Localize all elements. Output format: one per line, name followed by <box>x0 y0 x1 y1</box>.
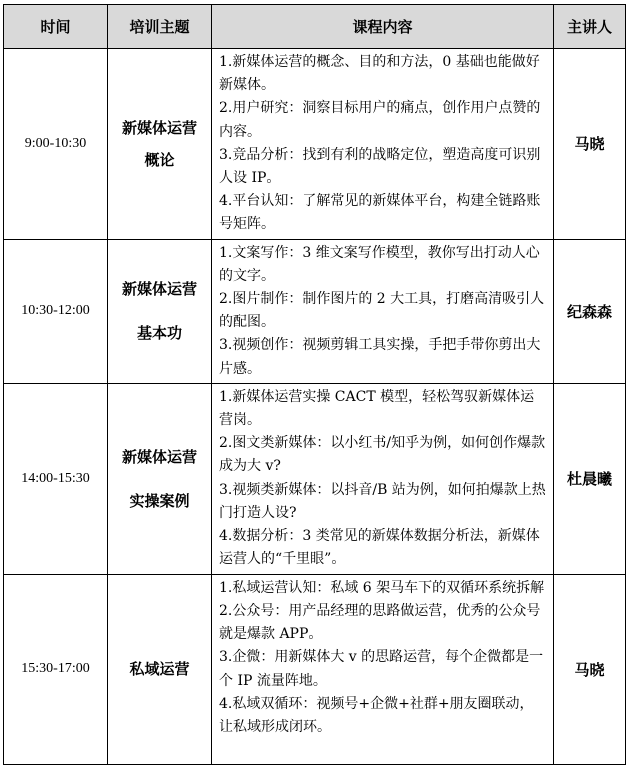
time-cell: 9:00-10:30 <box>4 49 108 240</box>
content-cell <box>212 49 554 240</box>
content-item: 2.公众号：用产品经理的思路做运营，优秀的公众号就是爆款 APP。 <box>219 603 541 643</box>
content-cell <box>212 574 554 764</box>
content-item: 4.平台认知：了解常见的新媒体平台，构建全链路账号矩阵。 <box>219 193 541 233</box>
time-cell: 15:30-17:00 <box>4 574 108 764</box>
content-item: 3.视频创作：视频剪辑工具实操，手把手带你剪出大片感。 <box>219 337 541 377</box>
table-row <box>4 383 626 574</box>
topic-line: 基本功 <box>136 324 182 343</box>
header-row <box>4 5 626 49</box>
topic-cell <box>108 383 212 574</box>
header-topic: 培训主题 <box>108 5 212 49</box>
time-cell: 10:30-12:00 <box>4 239 108 383</box>
topic-cell <box>108 574 212 764</box>
topic-line: 新媒体运营 <box>121 447 197 466</box>
content-item: 2.图片制作：制作图片的 2 大工具，打磨高清吸引人的配图。 <box>219 291 545 331</box>
header-content: 课程内容 <box>212 5 554 49</box>
topic-cell <box>108 239 212 383</box>
content-item: 1.新媒体运营实操 CACT 模型，轻松驾驭新媒体运营岗。 <box>219 388 535 429</box>
topic-cell <box>108 49 212 240</box>
content-item: 2.图文类新媒体：以小红书/知乎为例，如何创作爆款成为大 v? <box>219 435 546 475</box>
speaker-cell: 杜晨曦 <box>554 383 626 574</box>
table-row <box>4 574 626 764</box>
content-item: 3.视频类新媒体：以抖音/B 站为例，如何拍爆款上热门打造人设? <box>219 481 546 521</box>
content-item: 4.数据分析：3 类常见的新媒体数据分析法，新媒体运营人的“千里眼”。 <box>219 528 540 568</box>
content-item: 3.竞品分析：找到有利的战略定位，塑造高度可识别人设 IP。 <box>219 146 541 187</box>
content-item: 4.私域双循环：视频号+企微+社群+朋友圈联动，让私域形成闭环。 <box>219 695 534 736</box>
content-item: 1.文案写作：3 维文案写作模型，教你写出打动人心的文字。 <box>219 244 540 284</box>
content-cell <box>212 383 554 574</box>
topic-line: 实操案例 <box>129 491 190 510</box>
time-cell: 14:00-15:30 <box>4 383 108 574</box>
content-item: 3.企微：用新媒体大 v 的思路运营，每个企微都是一个 IP 流量阵地。 <box>219 649 544 689</box>
topic-line: 概论 <box>144 150 175 169</box>
topic-line: 私域运营 <box>129 660 190 679</box>
content-item: 1.新媒体运营的概念、目的和方法，0 基础也能做好新媒体。 <box>219 54 540 94</box>
table-row <box>4 49 626 240</box>
speaker-cell: 马晓 <box>554 49 626 240</box>
table-row <box>4 239 626 383</box>
topic-line: 新媒体运营 <box>121 280 197 299</box>
content-item: 2.用户研究：洞察目标用户的痛点，创作用户点赞的内容。 <box>219 100 541 140</box>
content-cell <box>212 239 554 383</box>
header-time: 时间 <box>4 5 108 49</box>
content-item: 1.私域运营认知：私域 6 架马车下的双循环系统拆解 <box>219 579 545 596</box>
speaker-cell: 纪森森 <box>554 239 626 383</box>
training-schedule-table <box>3 4 626 765</box>
topic-line: 新媒体运营 <box>121 118 197 137</box>
speaker-cell: 马晓 <box>554 574 626 764</box>
header-speaker: 主讲人 <box>554 5 626 49</box>
